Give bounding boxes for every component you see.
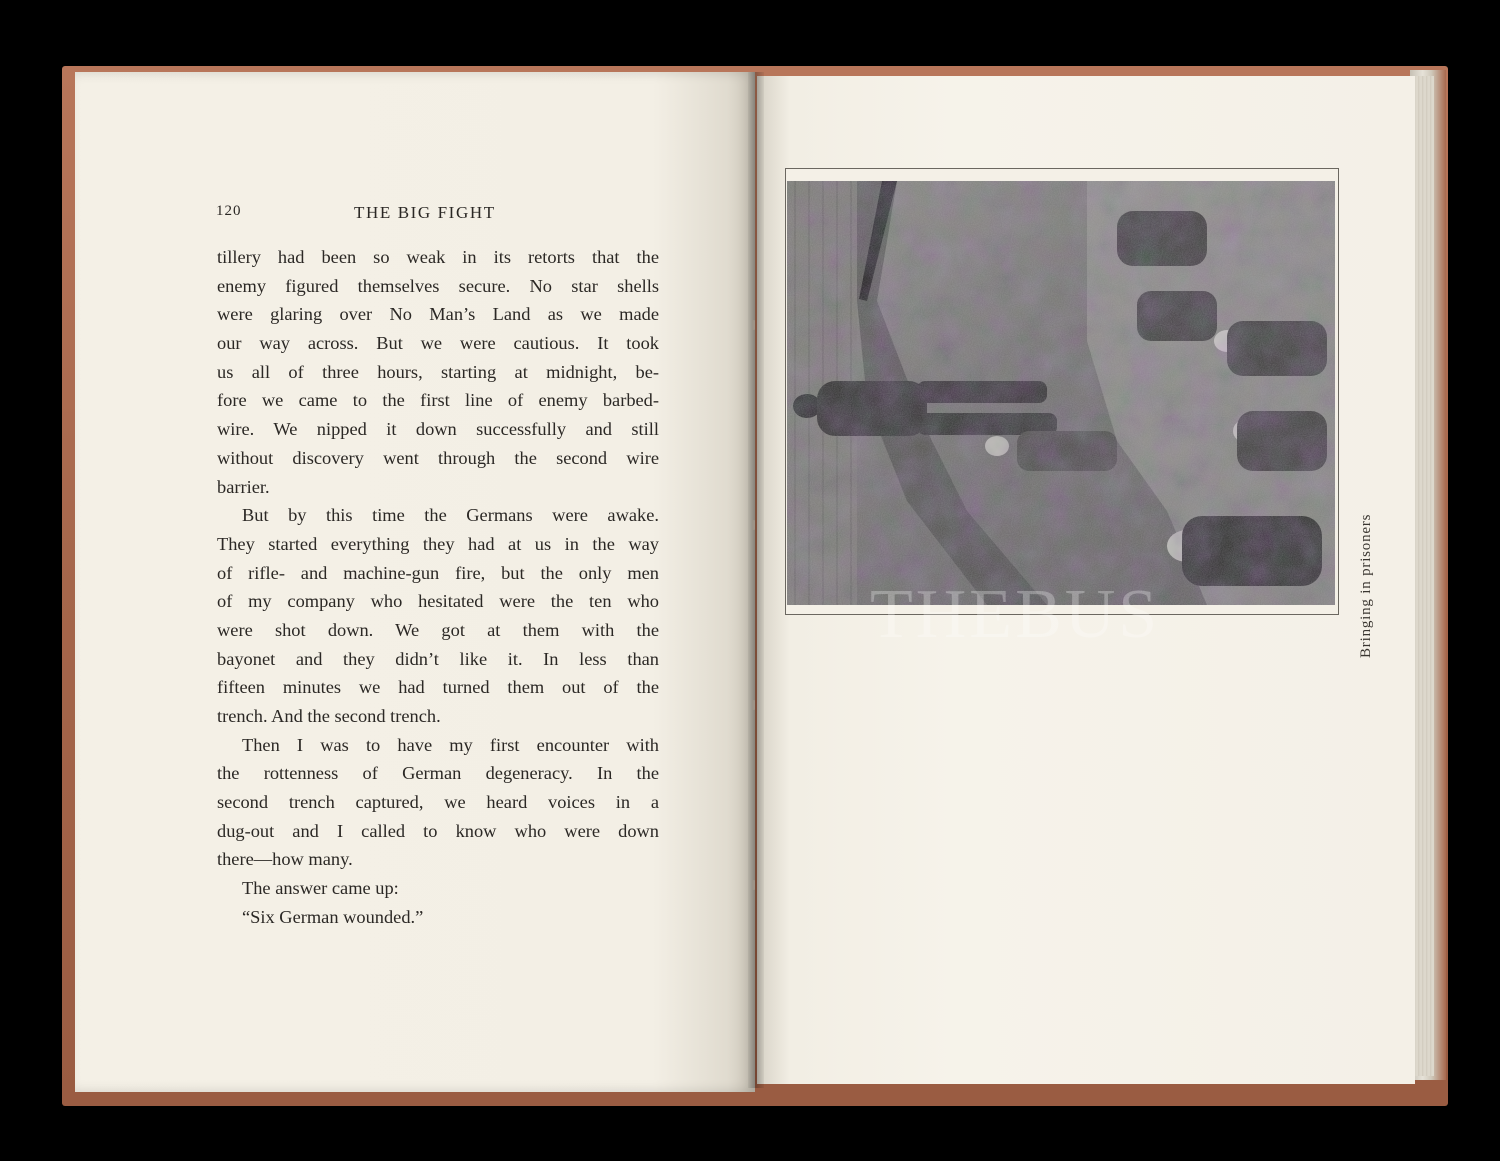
text-line: barrier. bbox=[217, 476, 270, 497]
text-line: tillery had been so weak in its retorts that the bbox=[217, 247, 659, 267]
text-line: fifteen minutes we had turned them out of the bbox=[217, 677, 659, 698]
text-line: But by this time the Germans were awake. bbox=[242, 505, 659, 526]
text-line: the rottenness of German degeneracy. In the bbox=[217, 763, 659, 784]
book-gutter bbox=[748, 72, 764, 1088]
text-line: They started everything they had at us in the way bbox=[217, 533, 659, 554]
text-line: enemy figured themselves secure. No star shells bbox=[217, 275, 659, 296]
running-title: THE BIG FIGHT bbox=[354, 203, 496, 222]
binding-stitch bbox=[752, 880, 755, 890]
text-line: trench. And the second trench. bbox=[217, 706, 441, 726]
page-number: 120 bbox=[216, 203, 242, 219]
binding-stitch bbox=[752, 320, 755, 330]
text-line: our way across. But we were cautious. It took bbox=[217, 333, 659, 354]
text-line: wire. We nipped it down successfully and still bbox=[217, 419, 659, 440]
text-line: The answer came up: bbox=[242, 878, 399, 899]
text-line: second trench captured, we heard voices in a bbox=[217, 792, 659, 813]
text-line: Then I was to have my first encounter with bbox=[242, 734, 659, 755]
text-line: fore we came to the first line of enemy barbed- bbox=[217, 390, 659, 411]
plate-caption: Bringing in prisoners bbox=[1358, 513, 1374, 658]
watermark: THEBUS bbox=[870, 576, 1161, 653]
trench-photo bbox=[787, 181, 1335, 605]
text-line: dug-out and I called to know who were down bbox=[217, 820, 659, 841]
page-stack bbox=[1412, 76, 1434, 1076]
text-line: there—how many. bbox=[217, 849, 353, 870]
text-line: without discovery went through the second wire bbox=[217, 447, 659, 468]
body-text bbox=[217, 243, 659, 932]
text-line: us all of three hours, starting at midnight, be- bbox=[217, 361, 659, 382]
running-head bbox=[216, 203, 656, 227]
text-line: of my company who hesitated were the ten who bbox=[217, 591, 659, 612]
binding-stitch bbox=[752, 520, 755, 530]
text-line: “Six German wounded.” bbox=[242, 906, 424, 927]
text-line: of rifle- and machine-gun fire, but the only men bbox=[217, 562, 659, 583]
text-line: were glaring over No Man’s Land as we made bbox=[217, 304, 659, 325]
text-line: were shot down. We got at them with the bbox=[217, 619, 659, 640]
binding-stitch bbox=[752, 700, 755, 710]
text-line: bayonet and they didn’t like it. In less than bbox=[217, 648, 659, 669]
trench-photo-icon bbox=[787, 181, 1335, 605]
